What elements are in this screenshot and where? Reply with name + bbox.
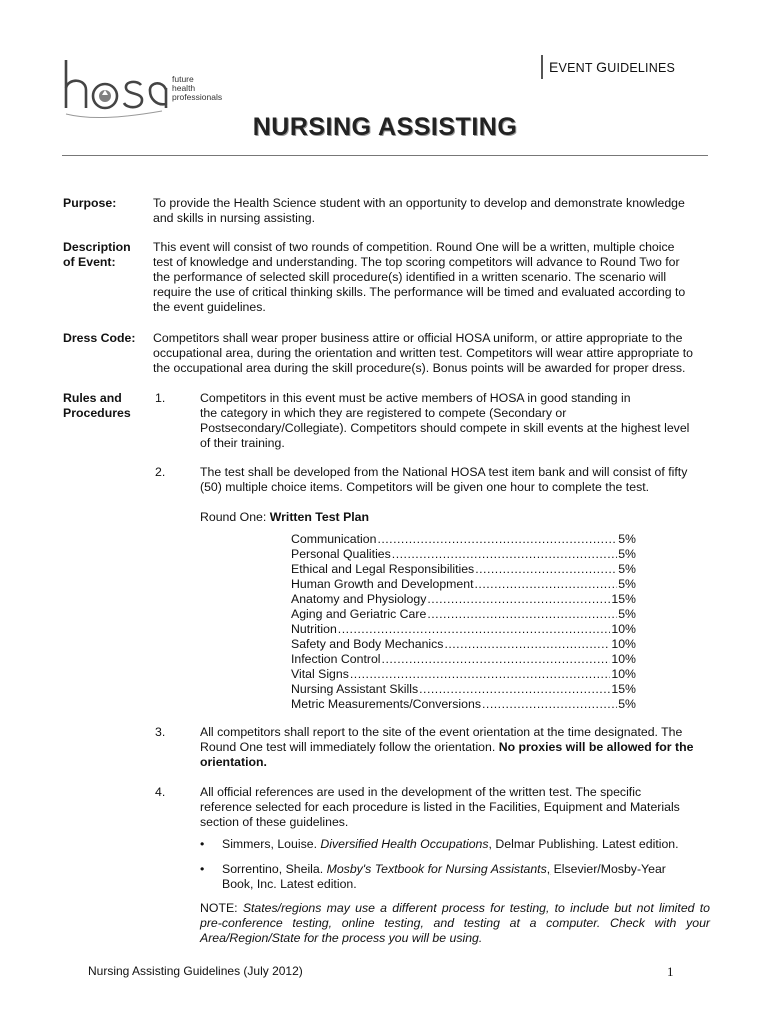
test-plan-row: Safety and Body Mechanics ..... 10% — [291, 637, 636, 652]
test-plan-row: Ethical and Legal Responsibilities ..... 5% — [291, 562, 636, 577]
page-number: 1 — [667, 964, 674, 979]
bullet-icon: • — [200, 837, 205, 851]
test-plan-row: Anatomy and Physiology ..... 15% — [291, 592, 636, 607]
description-text: This event will consist of two rounds of competition. Round One will be a written, multiple choice test of knowledge and understanding. The top scoring competitors will advance to Round Two for the performance of selected skill procedure(s) identified in a written scenario. The scenario will require the use of critical thinking skills. The performance will be timed and evaluated according to the event guidelines. — [153, 240, 686, 314]
hosa-logo-mark — [62, 58, 170, 120]
test-plan-row: Communication ..... 5% — [291, 532, 636, 547]
test-plan-row: Metric Measurements/Conversions ..... 5% — [291, 697, 636, 712]
rule-4-text: All official references are used in the development of the written test. The specific reference selected for each procedure is listed in the Facilities, Equipment and Materials section of these guidelines. — [200, 785, 680, 829]
purpose-text: To provide the Health Science student with an opportunity to develop and demonstrate knowledge and skills in nursing assisting. — [153, 196, 685, 225]
title-rule — [62, 155, 708, 156]
rule-3-number: 3. — [155, 725, 166, 739]
round-one-heading: Round One: Written Test Plan — [200, 510, 370, 524]
reference-2: Sorrentino, Sheila. Mosby's Textbook for Nursing Assistants, Elsevier/Mosby-Year Book, Inc. Latest edition. — [222, 862, 666, 891]
rule-2-text: The test shall be developed from the National HOSA test item bank and will consist of fifty (50) multiple choice items. Competitors will be given one hour to complete the test. — [200, 465, 688, 494]
test-plan-row: Personal Qualities ..... 5% — [291, 547, 636, 562]
test-plan-row: Infection Control ..... 10% — [291, 652, 636, 667]
test-plan-row: Nursing Assistant Skills ..... 15% — [291, 682, 636, 697]
testing-note: NOTE: States/regions may use a different process for testing, to include but not limited to pre-conference testing, online testing, and testing at a computer. Check with your Area/Region/State for the process you will be using. — [200, 901, 710, 945]
dress-code-label: Dress Code: — [63, 331, 136, 345]
written-test-plan — [291, 532, 636, 712]
rules-label: Rules and Procedures — [63, 391, 131, 420]
test-plan-row: Aging and Geriatric Care ..... 5% — [291, 607, 636, 622]
header-divider — [541, 55, 543, 79]
page-title: NURSING ASSISTING — [252, 113, 518, 141]
description-label: Description of Event: — [63, 240, 131, 269]
section-heading: EVENT GUIDELINES — [549, 59, 676, 75]
bullet-icon: • — [200, 862, 205, 876]
rule-3-text: All competitors shall report to the site of the event orientation at the time designated. The Round One test will immediately follow the orientation. No proxies will be allowed for the orientation. — [200, 725, 694, 769]
test-plan-row: Human Growth and Development ..... 5% — [291, 577, 636, 592]
dress-code-text: Competitors shall wear proper business attire or official HOSA uniform, or attire appropriate to the occupational area, during the orientation and written test. Competitors will wear attire appropriate to the occupational area during the skill procedure(s). Bonus points will be awarded for proper dress. — [153, 331, 693, 375]
rule-1-text: Competitors in this event must be active members of HOSA in good standing in the category in which they are registered to compete (Secondary or Postsecondary/Collegiate). Competitors should compete in skill events at the highest level of their training. — [200, 391, 690, 450]
test-plan-row: Vital Signs ..... 10% — [291, 667, 636, 682]
logo-tagline: future health professionals — [172, 74, 223, 102]
reference-1: Simmers, Louise. Diversified Health Occupations, Delmar Publishing. Latest edition. — [222, 837, 679, 851]
test-plan-row: Nutrition ..... 10% — [291, 622, 636, 637]
rule-4-number: 4. — [155, 785, 166, 799]
rule-2-number: 2. — [155, 465, 166, 479]
footer-text: Nursing Assisting Guidelines (July 2012) — [88, 964, 303, 978]
purpose-label: Purpose: — [63, 196, 117, 210]
hosa-logo — [62, 58, 170, 124]
rule-1-number: 1. — [155, 391, 166, 405]
